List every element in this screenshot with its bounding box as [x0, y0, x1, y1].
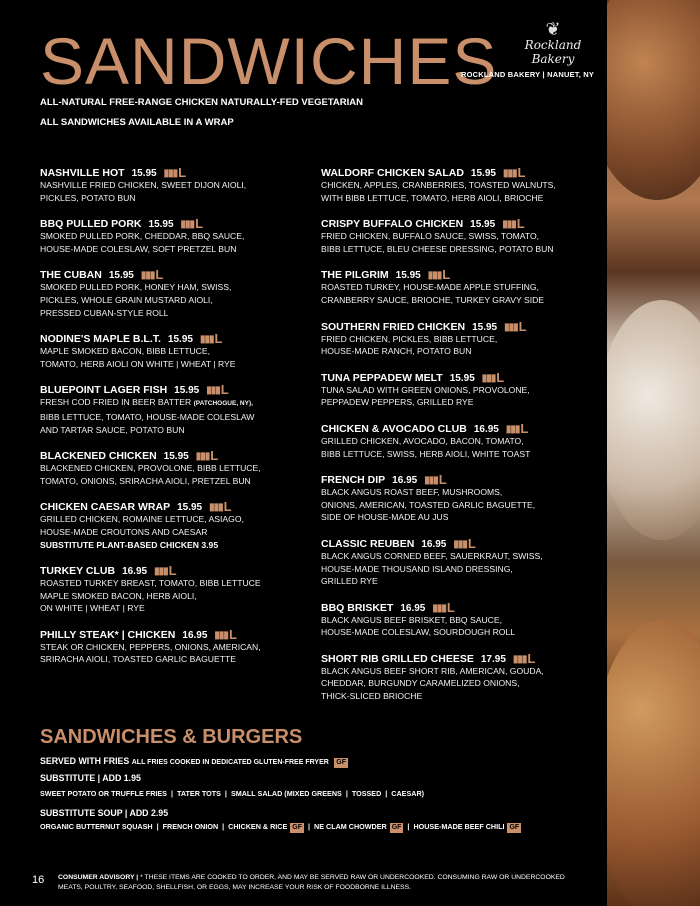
- menu-item-header: [321, 537, 606, 550]
- substitute-label: SUBSTITUTE | ADD 1.95: [40, 773, 141, 783]
- item-description: MAPLE SMOKED BACON, BIBB LETTUCE,: [40, 346, 211, 357]
- item-description: ON WHITE | WHEAT | RYE: [40, 603, 145, 614]
- item-price: 16.95: [392, 475, 418, 487]
- advisory-label: CONSUMER ADVISORY |: [58, 874, 139, 881]
- lunch-portion-icon: ▮▮▮ L: [154, 563, 177, 579]
- item-description: BIBB LETTUCE, BLEU CHEESE DRESSING, POTATO BUN: [321, 243, 554, 254]
- item-name: TUNA PEPPADEW MELT: [321, 371, 443, 384]
- menu-item-header: [40, 383, 310, 396]
- lunch-portion-icon: ▮▮▮ L: [195, 448, 219, 464]
- lunch-portion-icon: ▮▮▮ L: [199, 331, 223, 347]
- item-price: 15.95: [163, 451, 189, 463]
- menu-item: [321, 537, 606, 588]
- item-name: CLASSIC REUBEN: [321, 537, 415, 550]
- item-price: 15.95: [174, 385, 200, 397]
- item-price: 16.95: [400, 602, 426, 614]
- item-description: GRILLED RYE: [321, 576, 378, 587]
- item-price: 15.95: [131, 168, 157, 179]
- item-name: SHORT RIB GRILLED CHEESE: [321, 652, 474, 665]
- menu-item-header: [40, 449, 310, 462]
- item-price: 15.95: [472, 321, 498, 333]
- advisory-text: * THESE ITEMS ARE COOKED TO ORDER, AND MAY BE SERVED RAW OR UNDERCOOKED. CONSUMING RAW OR UNDERCOOKED MEATS, POULTRY, SEAFOOD, SHELLFISH, OR EGGS, MAY INCREASE YOUR RISK OF FOODBORNE ILLNESS.: [58, 874, 565, 891]
- menu-item: [40, 217, 310, 255]
- lunch-portion-icon: ▮▮▮ L: [209, 499, 232, 515]
- gluten-free-badge: GF: [336, 759, 346, 766]
- item-description: TUNA SALAD WITH GREEN ONIONS, PROVOLONE,: [321, 384, 530, 395]
- item-description: MAPLE SMOKED BACON, HERB AIOLI,: [40, 590, 197, 601]
- item-description: BLACK ANGUS BEEF BRISKET, BBQ SAUCE,: [321, 614, 503, 625]
- brand-name: Rockland Bakery: [524, 38, 582, 66]
- item-price: 15.95: [470, 219, 496, 231]
- left-menu-column: [40, 166, 310, 679]
- lunch-portion-icon: ▮▮▮ L: [206, 382, 229, 398]
- lunch-portion-icon: ▮▮▮ L: [140, 267, 164, 283]
- item-description: ROASTED TURKEY BREAST, TOMATO, BIBB LETTUCE: [40, 578, 261, 589]
- menu-item: [321, 371, 606, 409]
- item-description: PICKLES, WHOLE GRAIN MUSTARD AIOLI,: [40, 294, 213, 305]
- item-description: HOUSE-MADE CROUTONS AND CAESAR: [40, 526, 208, 537]
- menu-item: [40, 268, 310, 319]
- lunch-portion-icon: ▮▮▮ L: [502, 216, 525, 232]
- item-name: THE PILGRIM: [321, 269, 389, 282]
- item-description: NASHVILLE FRIED CHICKEN, SWEET DIJON AIOLI,: [40, 180, 247, 190]
- wheat-icon: ❦: [545, 19, 561, 39]
- wrap-note: ALL SANDWICHES AVAILABLE IN A WRAP: [40, 117, 234, 128]
- item-name: NASHVILLE HOT: [40, 167, 125, 179]
- item-description: SMOKED PULLED PORK, HONEY HAM, SWISS,: [40, 282, 232, 293]
- item-price: 15.95: [470, 168, 496, 179]
- menu-item: [321, 320, 606, 358]
- menu-item-header: [321, 473, 606, 486]
- menu-item: [40, 383, 310, 436]
- menu-item: [40, 500, 310, 551]
- option-item: TATER TOTS: [177, 789, 221, 798]
- item-description: HOUSE-MADE THOUSAND ISLAND DRESSING,: [321, 563, 513, 574]
- item-name: THE CUBAN: [40, 269, 102, 282]
- menu-item: [40, 332, 310, 370]
- menu-item-header: [321, 217, 606, 230]
- brand-location: ROCKLAND BAKERY | NANUET, NY: [461, 70, 595, 79]
- lunch-portion-icon: ▮▮▮ L: [163, 165, 187, 180]
- item-description: CHEDDAR, BURGUNDY CARAMELIZED ONIONS,: [321, 678, 520, 689]
- item-price: 15.95: [148, 219, 174, 231]
- item-price: 15.95: [177, 502, 203, 514]
- item-price: 16.95: [473, 423, 499, 435]
- menu-item-header: [40, 500, 310, 513]
- served-with-fries: [40, 756, 348, 768]
- option-item: CHICKEN & RICE: [228, 822, 288, 831]
- menu-item: [321, 268, 606, 306]
- item-description: BIBB LETTUCE, TOMATO, HOUSE-MADE COLESLAW: [40, 411, 255, 422]
- menu-item: [321, 473, 606, 524]
- item-description: TOMATO, HERB AIOLI ON WHITE | WHEAT | RYE: [40, 358, 236, 369]
- item-description: PICKLES, POTATO BUN: [40, 192, 136, 203]
- menu-item: [321, 166, 606, 204]
- item-description: THICK-SLICED BRIOCHE: [321, 691, 423, 702]
- served-label: SERVED WITH FRIES: [40, 756, 130, 766]
- item-description: BLACKENED CHICKEN, PROVOLONE, BIBB LETTUCE,: [40, 463, 261, 474]
- item-description: SMOKED PULLED PORK, CHEDDAR, BBQ SAUCE,: [40, 231, 245, 242]
- item-description: ONIONS, AMERICAN, TOASTED GARLIC BAGUETTE,: [321, 499, 536, 510]
- menu-item: [40, 628, 310, 666]
- item-description: BLACK ANGUS CORNED BEEF, SAUERKRAUT, SWISS,: [321, 550, 543, 561]
- item-description: GRILLED CHICKEN, AVOCADO, BACON, TOMATO,: [321, 435, 524, 446]
- lunch-portion-icon: ▮▮▮ L: [427, 267, 451, 283]
- item-description: BLACK ANGUS ROAST BEEF, MUSHROOMS,: [321, 487, 503, 498]
- gluten-free-badge: GF: [509, 824, 520, 831]
- lunch-portion-icon: ▮▮▮ L: [453, 535, 476, 551]
- burgers-section-title: SANDWICHES & BURGERS: [40, 726, 303, 748]
- item-name: BLUEPOINT LAGER FISH: [40, 384, 168, 397]
- item-price: 15.95: [108, 270, 134, 282]
- menu-item: [321, 601, 606, 639]
- lunch-portion-icon: ▮▮▮ L: [505, 420, 529, 436]
- item-name: BBQ BRISKET: [321, 601, 394, 614]
- option-item: HOUSE-MADE BEEF CHILI: [413, 822, 505, 831]
- item-description: ROASTED TURKEY, HOUSE-MADE APPLE STUFFING,: [321, 282, 539, 293]
- page-number: 16: [32, 874, 45, 886]
- item-price: 17.95: [480, 653, 506, 665]
- origin-note: (PATCHOGUE, NY),: [193, 400, 253, 408]
- item-name: BLACKENED CHICKEN: [40, 450, 157, 463]
- right-menu-column: [321, 166, 606, 716]
- lunch-portion-icon: ▮▮▮ L: [504, 318, 527, 334]
- lunch-portion-icon: ▮▮▮ L: [432, 599, 455, 615]
- soup-options: ORGANIC BUTTERNUT SQUASH | FRENCH ONION | CHICKEN & RICE GF | NE CLAM CHOWDER GF | HOUSE-MADE BEEF CHILI GF: [40, 822, 520, 831]
- item-description: FRESH COD FRIED IN BEER BATTER (PATCHOGUE, NY),: [40, 397, 253, 408]
- item-description: BLACK ANGUS BEEF SHORT RIB, AMERICAN, GOUDA,: [321, 665, 544, 676]
- item-description: TOMATO, ONIONS, SRIRACHA AIOLI, PRETZEL BUN: [40, 475, 251, 486]
- menu-item: [321, 422, 606, 460]
- menu-item-header: [321, 652, 606, 665]
- item-description: SRIRACHA AIOLI, TOASTED GARLIC BAGUETTE: [40, 654, 236, 665]
- item-description: CRANBERRY SAUCE, BRIOCHE, TURKEY GRAVY SIDE: [321, 294, 545, 305]
- item-description: BIBB LETTUCE, SWISS, HERB AIOLI, WHITE TOAST: [321, 448, 531, 459]
- menu-item-header: [321, 371, 606, 384]
- tagline: ALL-NATURAL FREE-RANGE CHICKEN NATURALLY-FED VEGETARIAN: [40, 97, 363, 108]
- option-item: ORGANIC BUTTERNUT SQUASH: [40, 822, 153, 831]
- item-name: WALDORF CHICKEN SALAD: [321, 167, 464, 179]
- substitute-options: SWEET POTATO OR TRUFFLE FRIES | TATER TOTS | SMALL SALAD (MIXED GREENS | TOSSED | CAESAR): [40, 789, 425, 798]
- item-description: HOUSE-MADE RANCH, POTATO BUN: [321, 346, 472, 357]
- menu-item-header: [40, 268, 310, 281]
- option-item: TOSSED: [351, 789, 382, 798]
- menu-item-header: [321, 166, 606, 179]
- menu-item-header: [321, 601, 606, 614]
- item-description: HOUSE-MADE COLESLAW, SOURDOUGH ROLL: [321, 627, 516, 638]
- item-price: 16.95: [182, 629, 208, 641]
- item-description: PEPPADEW PEPPERS, GRILLED RYE: [321, 397, 474, 408]
- menu-item: [40, 166, 310, 204]
- gluten-free-badge: GF: [292, 824, 302, 831]
- item-name: CHICKEN & AVOCADO CLUB: [321, 422, 467, 435]
- menu-item-header: [40, 166, 310, 179]
- item-description: PRESSED CUBAN-STYLE ROLL: [40, 307, 169, 318]
- consumer-advisory: [58, 873, 578, 892]
- item-price: 15.95: [395, 270, 421, 282]
- item-description: STEAK OR CHICKEN, PEPPERS, ONIONS, AMERICAN,: [40, 641, 261, 652]
- option-item: CAESAR): [391, 789, 425, 798]
- item-price: 16.95: [122, 566, 148, 578]
- menu-item-header: [40, 217, 310, 230]
- menu-item: [40, 564, 310, 615]
- menu-item-header: [40, 628, 310, 641]
- item-description: SIDE OF HOUSE-MADE AU JUS: [321, 512, 449, 523]
- gluten-free-badge: GF: [391, 824, 402, 831]
- item-description: FRIED CHICKEN, BUFFALO SAUCE, SWISS, TOMATO,: [321, 231, 540, 242]
- item-name: TURKEY CLUB: [40, 565, 116, 578]
- lunch-portion-icon: ▮▮▮ L: [214, 626, 237, 642]
- option-item: NE CLAM CHOWDER: [314, 822, 387, 831]
- item-description: CHICKEN, APPLES, CRANBERRIES, TOASTED WALNUTS,: [321, 180, 556, 190]
- item-description: HOUSE-MADE COLESLAW, SOFT PRETZEL BUN: [40, 243, 237, 254]
- item-price: 16.95: [421, 538, 447, 550]
- menu-item-header: [321, 320, 606, 333]
- option-item: SWEET POTATO OR TRUFFLE FRIES: [40, 789, 167, 798]
- item-description: FRIED CHICKEN, PICKLES, BIBB LETTUCE,: [321, 333, 498, 344]
- bread-photo: [607, 0, 700, 906]
- item-name: CHICKEN CAESAR WRAP: [40, 501, 171, 514]
- lunch-portion-icon: ▮▮▮ L: [512, 650, 536, 666]
- lunch-portion-icon: ▮▮▮ L: [502, 165, 526, 180]
- item-description: AND TARTAR SAUCE, POTATO BUN: [40, 424, 185, 435]
- menu-item: [321, 217, 606, 255]
- option-item: SMALL SALAD (MIXED GREENS: [230, 789, 342, 798]
- lunch-portion-icon: ▮▮▮ L: [481, 369, 505, 385]
- substitute-soup-label: SUBSTITUTE SOUP | ADD 2.95: [40, 808, 169, 818]
- item-description: WITH BIBB LETTUCE, TOMATO, HERB AIOLI, BRIOCHE: [321, 192, 544, 203]
- item-price: 15.95: [449, 372, 475, 384]
- menu-item: [40, 449, 310, 487]
- menu-item-header: [321, 268, 606, 281]
- substitute-note: SUBSTITUTE PLANT-BASED CHICKEN 3.95: [40, 539, 219, 550]
- menu-item-header: [40, 332, 310, 345]
- lunch-portion-icon: ▮▮▮ L: [424, 472, 447, 488]
- option-item: FRENCH ONION: [162, 822, 219, 831]
- item-name: PHILLY STEAK* | CHICKEN: [40, 628, 176, 641]
- item-name: NODINE'S MAPLE B.L.T.: [40, 333, 161, 346]
- brand-logo: [505, 20, 601, 66]
- item-description: GRILLED CHICKEN, ROMAINE LETTUCE, ASIAGO,: [40, 514, 244, 525]
- served-note: ALL FRIES COOKED IN DEDICATED GLUTEN-FREE FRYER: [131, 759, 329, 766]
- item-name: CRISPY BUFFALO CHICKEN: [321, 218, 464, 231]
- menu-item-header: [321, 422, 606, 435]
- item-name: SOUTHERN FRIED CHICKEN: [321, 320, 466, 333]
- lunch-portion-icon: ▮▮▮ L: [180, 216, 204, 232]
- menu-item-header: [40, 564, 310, 577]
- item-name: BBQ PULLED PORK: [40, 218, 142, 231]
- page-title: SANDWICHES: [40, 24, 498, 98]
- item-price: 15.95: [167, 334, 193, 346]
- item-name: FRENCH DIP: [321, 474, 386, 487]
- menu-item: [321, 652, 606, 703]
